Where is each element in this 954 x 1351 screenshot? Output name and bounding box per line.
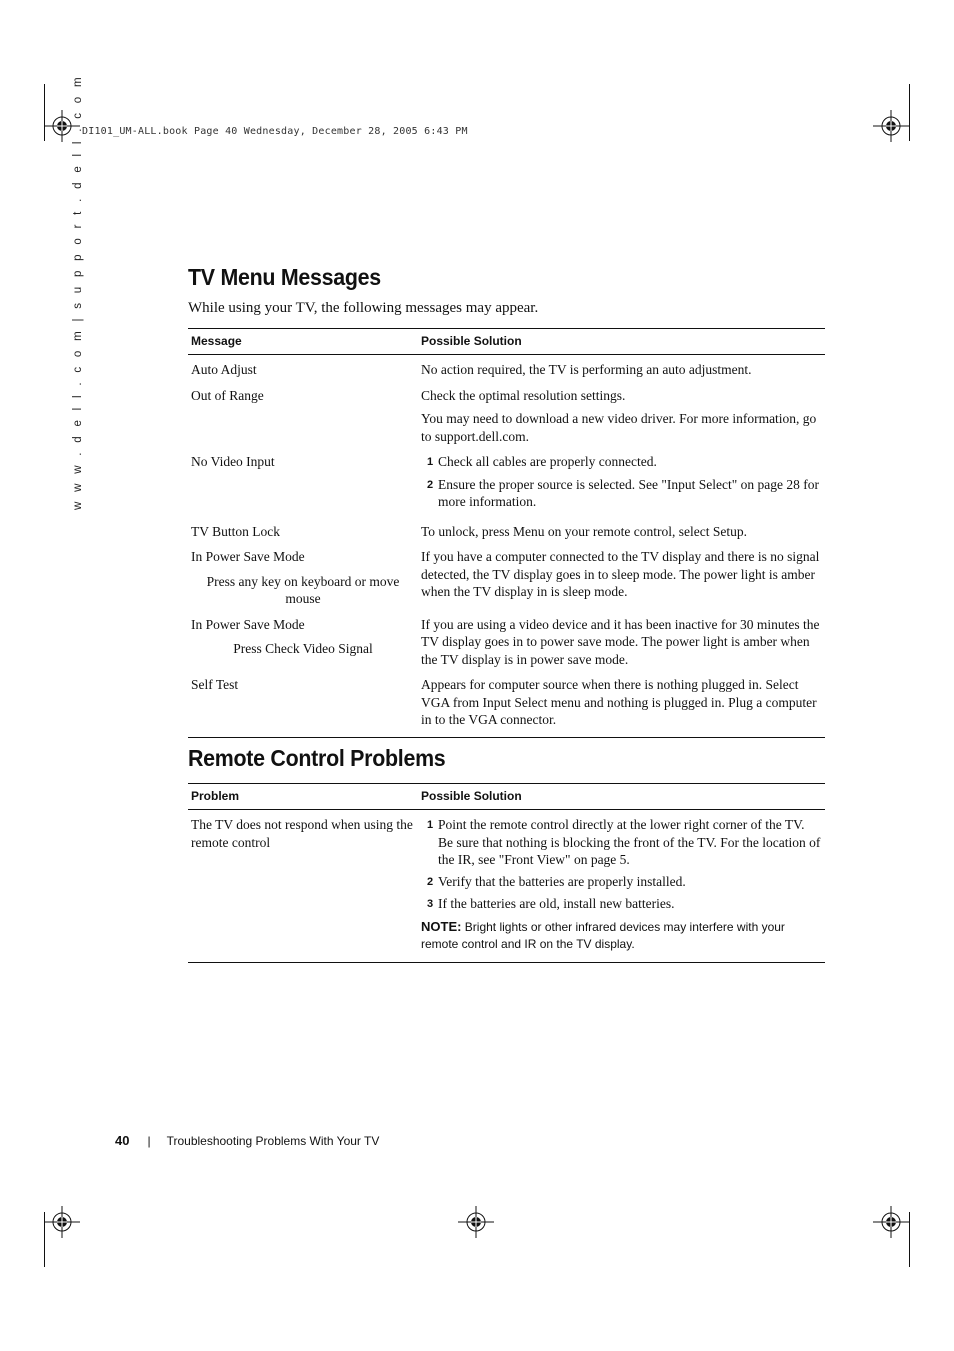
- message-cell: No Video Input: [191, 454, 275, 469]
- page-number: 40: [115, 1133, 130, 1148]
- solution-cell: [418, 810, 825, 963]
- message-subtext: Press any key on keyboard or move mouse: [206, 573, 400, 606]
- section-intro: While using your TV, the following messages may appear.: [188, 300, 539, 316]
- column-header-solution: Possible Solution: [418, 784, 825, 810]
- chapter-title: Troubleshooting Problems With Your TV: [166, 1134, 380, 1148]
- solution-text: Check the optimal resolution settings.: [421, 387, 626, 403]
- message-cell: Auto Adjust: [191, 362, 257, 377]
- side-url: w w w . d e l l . c o m | s u p p o r t . d e l l . c o m: [72, 74, 84, 510]
- step-item: [421, 895, 822, 914]
- message-cell: Out of Range: [191, 387, 264, 403]
- table-row: [188, 614, 825, 675]
- registration-mark-icon: [873, 1206, 909, 1238]
- solution-cell: If you are using a video device and it has been inactive for 30 minutes the TV display goes in to power save mode. The power light is amber when the TV display is in power save mode.: [421, 616, 820, 667]
- note-text: Bright lights or other infrared devices may interfere with your remote control and IR on the TV display.: [421, 919, 785, 951]
- step-text: Ensure the proper source is selected. See "Input Select" on page 28 for more information.: [438, 476, 820, 509]
- table-header-row: [188, 329, 825, 355]
- column-header-solution: Possible Solution: [418, 329, 825, 355]
- step-item: [421, 873, 822, 892]
- page-footer: [115, 1133, 379, 1148]
- registration-mark-icon: [458, 1206, 494, 1238]
- message-cell: [188, 546, 418, 614]
- step-number: 2: [427, 478, 434, 491]
- note-label: NOTE:: [421, 918, 462, 934]
- message-text: In Power Save Mode: [191, 549, 305, 564]
- print-header: DI101_UM-ALL.book Page 40 Wednesday, December 28, 2005 6:43 PM: [82, 126, 468, 137]
- registration-mark-icon: [873, 110, 909, 142]
- table-row: [188, 810, 825, 963]
- table-row: [188, 546, 825, 614]
- problem-cell: The TV does not respond when using the remote control: [188, 810, 418, 963]
- table-row: [188, 385, 825, 452]
- table-row: [188, 521, 825, 547]
- solution-cell: No action required, the TV is performing an auto adjustment.: [421, 362, 752, 377]
- message-cell: [188, 614, 418, 675]
- step-item: [421, 816, 822, 869]
- solution-cell: [418, 385, 825, 452]
- message-subtext: Press Check Video Signal: [233, 641, 373, 656]
- footer-separator: |: [147, 1134, 151, 1148]
- message-text: In Power Save Mode: [191, 616, 305, 632]
- tv-menu-messages-table: [188, 328, 825, 738]
- table-row: [188, 355, 825, 385]
- step-number: 3: [427, 898, 434, 910]
- note: [421, 918, 822, 954]
- step-text: If the batteries are old, install new batteries.: [438, 896, 675, 911]
- table-header-row: [188, 784, 825, 810]
- solution-cell: [418, 451, 825, 521]
- step-number: 2: [427, 875, 434, 888]
- solution-cell: If you have a computer connected to the TV display and there is no signal detected, the TV display goes in to sleep mode. The power light is amber when the TV display in is sleep mode.: [421, 549, 820, 599]
- table-row: [188, 451, 825, 521]
- registration-mark-icon: [44, 1206, 80, 1238]
- step-item: [421, 476, 822, 511]
- step-number: 1: [427, 456, 434, 468]
- message-cell: Self Test: [188, 674, 418, 737]
- step-text: Check all cables are properly connected.: [438, 454, 657, 469]
- message-cell: TV Button Lock: [191, 523, 280, 539]
- solution-text: You may need to download a new video driver. For more information, go to support.dell.com.: [421, 411, 817, 444]
- remote-control-problems-table: [188, 783, 825, 963]
- section-title-tv-menu-messages: TV Menu Messages: [188, 264, 381, 290]
- step-text: Verify that the batteries are properly installed.: [438, 873, 686, 889]
- column-header-message: Message: [188, 329, 418, 355]
- step-item: [421, 453, 822, 472]
- table-row: [188, 674, 825, 737]
- solution-cell: Appears for computer source when there is nothing plugged in. Select VGA from Input Select menu and nothing is plugged in. Plug a computer in to the VGA connector.: [418, 674, 825, 737]
- step-number: 1: [427, 819, 434, 831]
- section-title-remote-control-problems: Remote Control Problems: [188, 745, 446, 771]
- column-header-problem: Problem: [188, 784, 418, 810]
- step-text: Point the remote control directly at the lower right corner of the TV. Be sure that nothing is blocking the front of the TV. For the location of the IR, see "Front View" on page 5.: [438, 817, 821, 867]
- solution-cell: To unlock, press Menu on your remote control, select Setup.: [421, 523, 747, 539]
